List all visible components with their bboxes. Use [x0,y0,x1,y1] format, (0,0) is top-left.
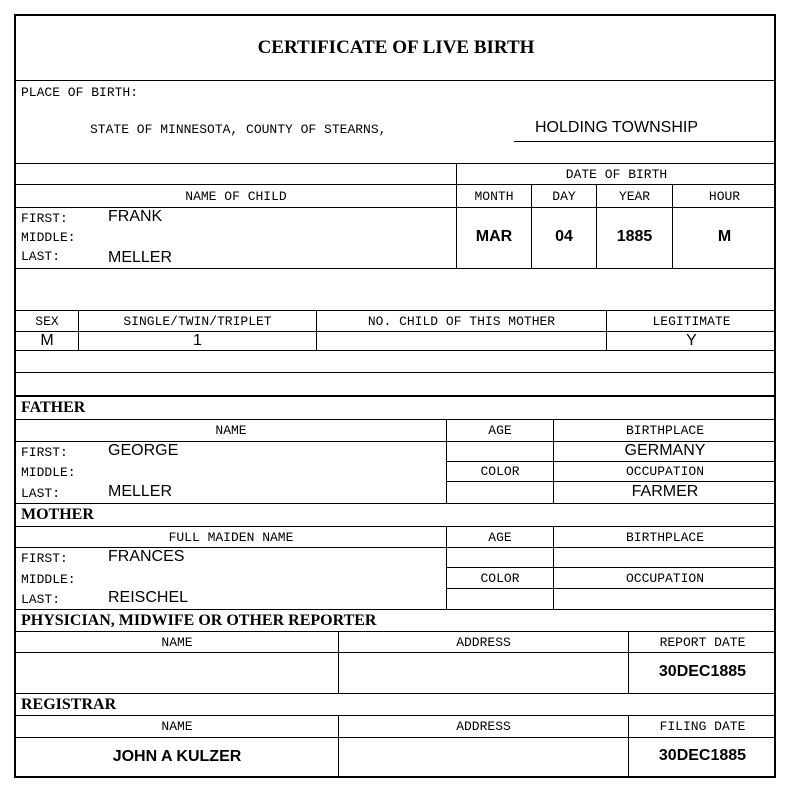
legitimate-header: LEGITIMATE [652,314,731,329]
birth-month: MAR [475,228,513,245]
report-date: 30DEC1885 [658,663,747,680]
physician-section-title: PHYSICIAN, MIDWIFE OR OTHER REPORTER [21,612,377,629]
divider [16,715,776,716]
sex-header: SEX [35,314,59,329]
father-middle-label: MIDDLE: [21,465,76,480]
child-first-name: FRANK [108,208,163,225]
report-date-header: REPORT DATE [659,635,746,650]
divider [446,481,776,482]
father-birthplace-header: BIRTHPLACE [625,423,704,438]
father-age-header: AGE [488,423,512,438]
divider [16,609,776,610]
divider [16,268,776,269]
birth-hour: M [717,228,732,245]
divider [16,184,776,185]
physician-address-header: ADDRESS [456,635,511,650]
birth-day: 04 [555,228,573,245]
father-birthplace: GERMANY [624,442,706,459]
mother-color-header: COLOR [480,571,520,586]
divider [446,461,776,462]
divider [16,503,776,504]
name-of-child-header: NAME OF CHILD [185,189,287,204]
mother-last-label: LAST: [21,592,61,607]
child-number-header: NO. CHILD OF THIS MOTHER [367,314,556,329]
divider [16,693,776,694]
plurality-header: SINGLE/TWIN/TRIPLET [123,314,272,329]
registrar-name-header: NAME [161,719,193,734]
divider [16,331,776,332]
place-of-birth-label: PLACE OF BIRTH: [21,85,139,100]
registrar-address-header: ADDRESS [456,719,511,734]
father-occupation: FARMER [631,483,699,500]
divider [16,310,776,311]
father-occupation-header: OCCUPATION [625,464,704,479]
township: HOLDING TOWNSHIP [535,119,698,136]
father-last-name: MELLER [108,483,173,500]
mother-middle-label: MIDDLE: [21,572,76,587]
divider [16,526,776,527]
registrar-section-title: REGISTRAR [21,696,117,713]
divider [16,737,776,738]
sex-value: M [40,332,54,349]
divider [16,350,776,351]
mother-section-title: MOTHER [21,506,94,523]
state-county: STATE OF MINNESOTA, COUNTY OF STEARNS, [90,122,387,137]
day-header: DAY [552,189,576,204]
registrar-name: JOHN A KULZER [112,748,242,765]
legitimate-value: Y [686,332,697,349]
mother-age-header: AGE [488,530,512,545]
mother-last-name: REISCHEL [108,589,189,606]
filing-date-header: FILING DATE [659,719,746,734]
father-first-name: GEORGE [108,442,179,459]
filing-date: 30DEC1885 [658,747,747,764]
divider [16,372,776,373]
birth-year: 1885 [616,228,653,245]
father-last-label: LAST: [21,486,61,501]
mother-first-name: FRANCES [108,548,185,565]
mother-birthplace-header: BIRTHPLACE [625,530,704,545]
mother-first-label: FIRST: [21,551,68,566]
hour-header: HOUR [708,189,741,204]
divider [446,588,776,589]
mother-name-header: FULL MAIDEN NAME [168,530,294,545]
mother-occupation-header: OCCUPATION [625,571,704,586]
divider [446,567,776,568]
month-header: MONTH [474,189,514,204]
child-first-label: FIRST: [21,211,68,226]
divider [16,419,776,420]
township-underline [514,141,774,142]
section-divider [16,395,776,397]
physician-name-header: NAME [161,635,193,650]
date-of-birth-header: DATE OF BIRTH [565,167,668,182]
child-last-label: LAST: [21,249,61,264]
father-first-label: FIRST: [21,445,68,460]
divider [16,163,776,164]
child-middle-label: MIDDLE: [21,230,76,245]
year-header: YEAR [618,189,651,204]
plurality-value: 1 [193,332,202,349]
certificate-title: CERTIFICATE OF LIVE BIRTH [257,37,535,58]
child-last-name: MELLER [108,249,173,266]
father-section-title: FATHER [21,399,86,416]
divider [16,631,776,632]
father-name-header: NAME [215,423,247,438]
divider [16,80,776,81]
father-color-header: COLOR [480,464,520,479]
divider [16,652,776,653]
